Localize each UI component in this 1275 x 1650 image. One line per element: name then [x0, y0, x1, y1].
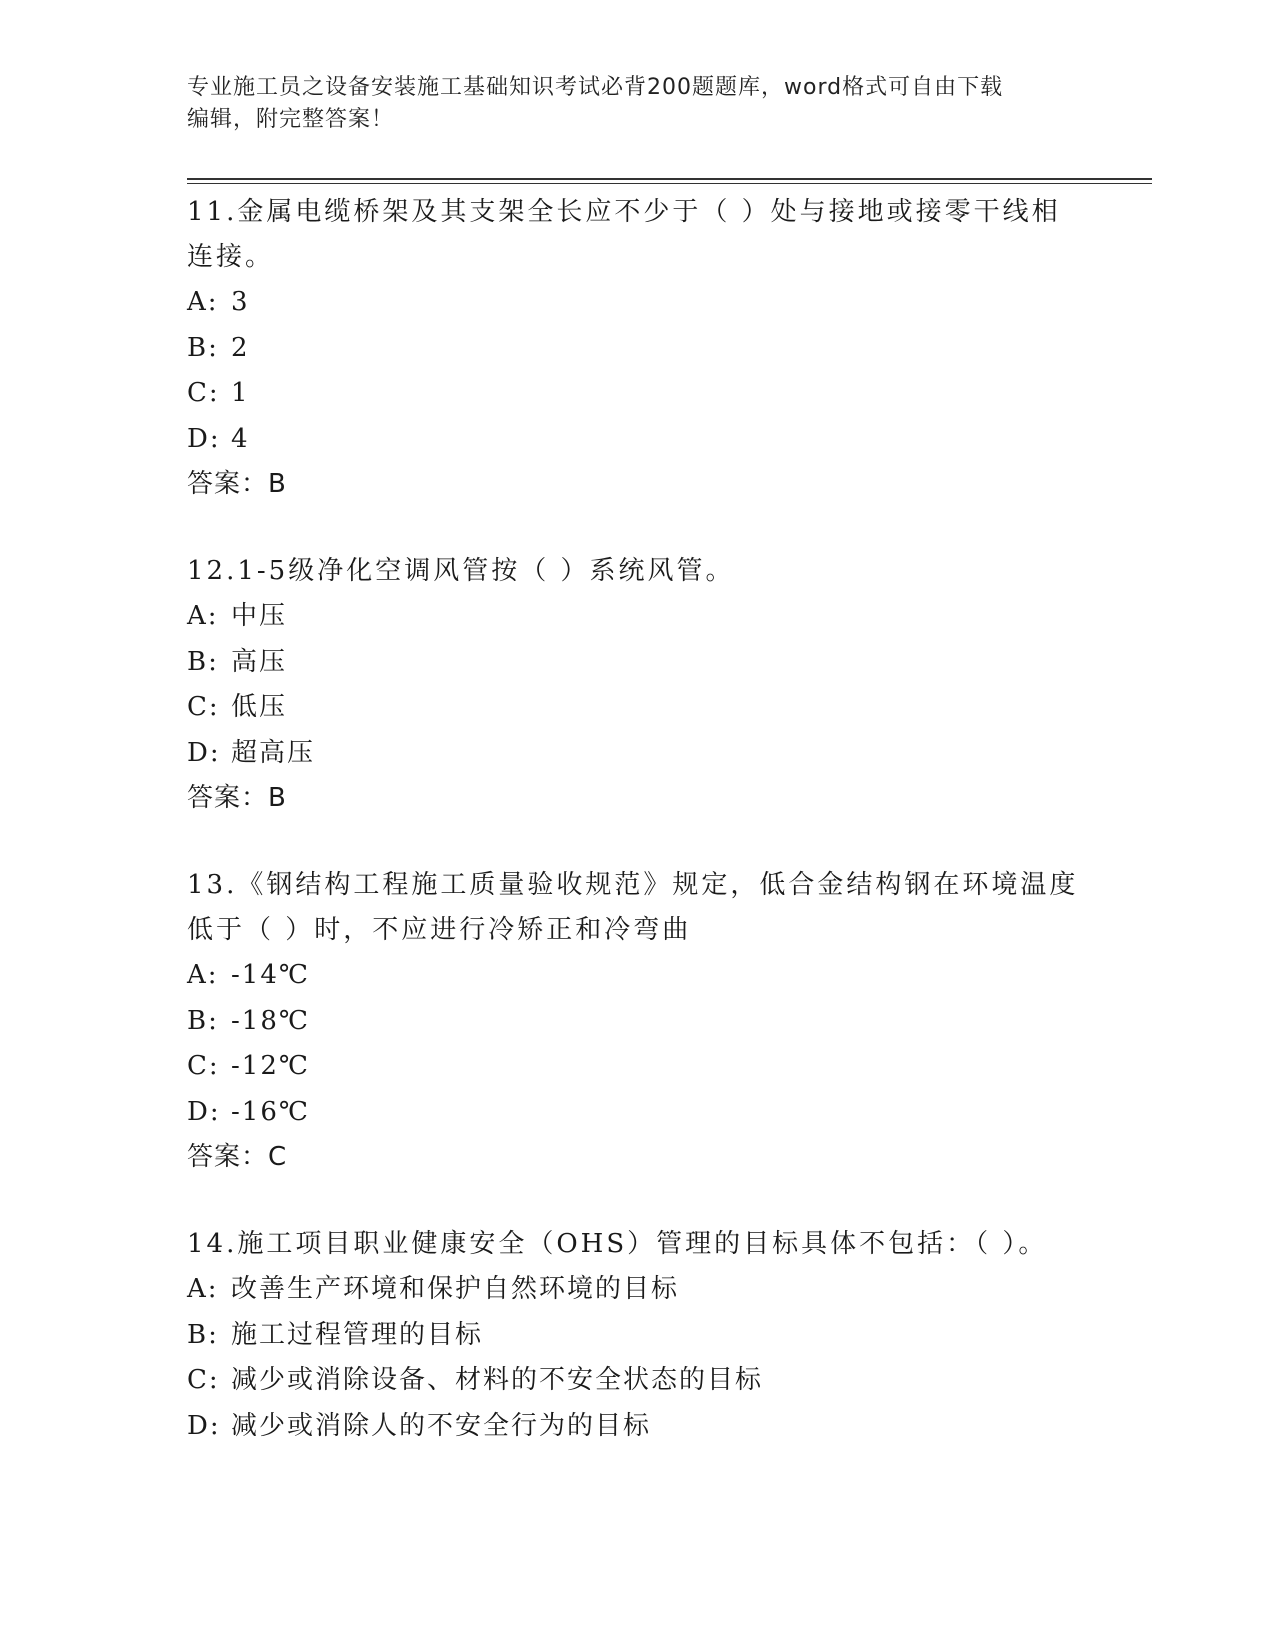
question-text: 12.1-5级净化空调风管按（ ）系统风管。 — [187, 556, 735, 586]
option-c — [187, 685, 1087, 731]
option-a — [187, 1267, 1087, 1313]
option-text: 施工过程管理的目标 — [231, 1319, 484, 1350]
option-c — [187, 1358, 1087, 1404]
header-line-1: 专业施工员之设备安装施工基础知识考试必背200题题库，word格式可自由下载 — [187, 75, 1004, 100]
spacer — [187, 820, 1087, 863]
answer-line: 答案：C — [187, 1142, 288, 1172]
option-text: 4 — [231, 423, 250, 454]
option-text: -14℃ — [231, 960, 310, 990]
option-letter: C: — [187, 1365, 220, 1395]
option-a — [187, 953, 1087, 999]
option-d — [187, 1404, 1087, 1450]
option-c — [187, 1044, 1087, 1090]
option-letter: D: — [187, 737, 221, 768]
question-14 — [187, 1222, 1087, 1449]
option-letter: C: — [187, 378, 220, 408]
option-d — [187, 417, 1087, 463]
option-text: 2 — [231, 332, 250, 363]
option-text: 1 — [231, 378, 250, 408]
spacer — [187, 1179, 1087, 1222]
header-line-2: 编辑，附完整答案！ — [187, 107, 395, 132]
option-text: -12℃ — [231, 1051, 310, 1081]
option-text: 中压 — [231, 601, 288, 631]
option-text: 低压 — [231, 692, 288, 722]
option-letter: B: — [187, 646, 219, 677]
option-letter: D: — [187, 1096, 221, 1127]
option-letter: D: — [187, 1410, 221, 1441]
option-text: 减少或消除设备、材料的不安全状态的目标 — [231, 1365, 764, 1395]
document-header — [187, 72, 1067, 136]
option-letter: B: — [187, 1005, 219, 1036]
header-divider — [187, 178, 1152, 180]
option-letter: B: — [187, 332, 219, 363]
question-list — [187, 190, 1087, 1449]
question-text: 14.施工项目职业健康安全（OHS）管理的目标具体不包括：（ ）。 — [187, 1229, 1048, 1259]
question-11 — [187, 190, 1087, 506]
answer-line: 答案：B — [187, 469, 287, 499]
question-12 — [187, 549, 1087, 820]
option-text: 减少或消除人的不安全行为的目标 — [231, 1410, 652, 1441]
option-letter: A: — [187, 1274, 219, 1304]
option-letter: C: — [187, 692, 220, 722]
option-letter: A: — [187, 287, 219, 317]
option-letter: A: — [187, 601, 219, 631]
option-a — [187, 280, 1087, 326]
option-letter: D: — [187, 423, 221, 454]
option-b — [187, 999, 1087, 1045]
option-text: -16℃ — [231, 1096, 310, 1127]
option-text: 3 — [231, 287, 250, 317]
option-d — [187, 731, 1087, 777]
question-13 — [187, 863, 1087, 1179]
spacer — [187, 506, 1087, 549]
header-divider-thin — [187, 183, 1152, 184]
option-text: 超高压 — [231, 737, 316, 768]
option-b — [187, 326, 1087, 372]
option-text: 高压 — [231, 646, 288, 677]
option-b — [187, 640, 1087, 686]
option-a — [187, 594, 1087, 640]
option-letter: C: — [187, 1051, 220, 1081]
option-d — [187, 1090, 1087, 1136]
option-text: 改善生产环境和保护自然环境的目标 — [231, 1274, 680, 1304]
option-c — [187, 371, 1087, 417]
option-text: -18℃ — [231, 1005, 310, 1036]
option-letter: A: — [187, 960, 219, 990]
answer-line: 答案：B — [187, 783, 287, 813]
question-text: 11.金属电缆桥架及其支架全长应不少于（ ）处与接地或接零干线相连接。 — [187, 197, 1061, 272]
question-text: 13.《钢结构工程施工质量验收规范》规定，低合金结构钢在环境温度低于（ ）时，不应进行冷矫正和冷弯曲 — [187, 870, 1079, 945]
option-letter: B: — [187, 1319, 219, 1350]
option-b — [187, 1313, 1087, 1359]
